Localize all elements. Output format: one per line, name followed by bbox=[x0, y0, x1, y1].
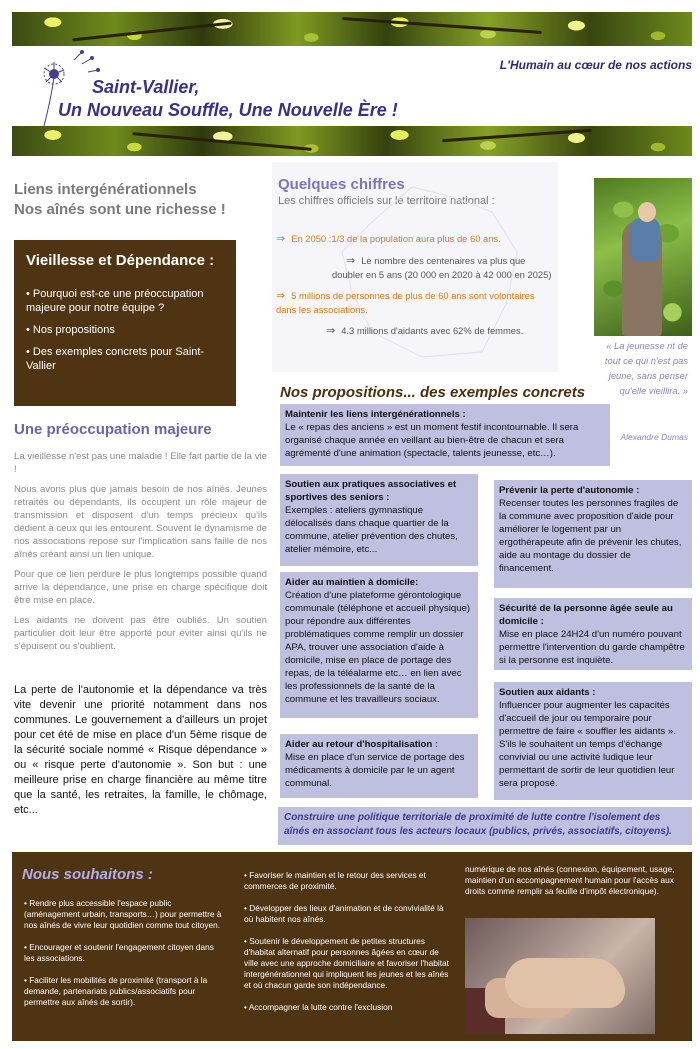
list-item: • Des exemples concrets pour Saint-Vallier bbox=[26, 346, 205, 372]
stat-item: ⇒ Le nombre des centenaires va plus que doubler en 5 ans (20 000 en 2020 à 42 000 en 2025) bbox=[332, 255, 552, 280]
propositions-title: Nos propositions... des exemples concrets bbox=[280, 384, 586, 401]
heading-line1: Liens intergénérationnels bbox=[14, 181, 197, 198]
proposal-box-sport bbox=[280, 474, 478, 566]
proposal-title: Sécurité de la personne âgée seule au domicile : bbox=[499, 603, 673, 627]
proposal-box-securite bbox=[494, 598, 692, 670]
stat-item: ⇒ 4.3 millions d'aidants avec 62% de femmes. bbox=[326, 325, 524, 337]
preoccupation-title: Une préoccupation majeure bbox=[14, 421, 212, 438]
preoccupation-text bbox=[14, 450, 267, 660]
conclusion-banner: Construire une politique territoriale de proximité de lutte contre l'isolement des aînés en associant tous les acteurs locaux (publics, privés, associatifs, citoyens). bbox=[278, 807, 692, 845]
paragraph: Les aidants ne doivent pas être oubliés. Un soutien particulier doit leur être apporté pour éviter ainsi qu'ils ne s'épuisent ou s'oublient. bbox=[14, 615, 267, 652]
quote-text: « La jeunesse rit de tout ce qui n'est pas jeune, sans penser qu'elle vieillira. » bbox=[604, 340, 688, 396]
hands-photo bbox=[465, 918, 655, 1034]
list-item: • Pourquoi est-ce une préoccupation majeure pour notre équipe ? bbox=[26, 288, 204, 314]
list-item: • Rendre plus accessible l'espace public (aménagement urbain, transports…) pour permettre à nos aînés de vivre leur quotidien comme tout citoyen. bbox=[24, 898, 222, 930]
proposal-title: Soutien aux pratiques associatives et sportives des seniors : bbox=[285, 479, 457, 503]
arrow-right-icon: ⇒ bbox=[276, 233, 286, 245]
proposal-title: Prévenir la perte d'autonomie : bbox=[499, 485, 640, 496]
proposal-box-autonomie bbox=[494, 480, 692, 588]
proposal-text: Mise en place 24H24 d'un numéro pouvant permettre l'intervention du garde champêtre si la personne est inquiète. bbox=[499, 629, 685, 666]
arrow-right-icon: ⇒ bbox=[276, 290, 286, 302]
paragraph: Pour que ce lien perdure le plus longtemps possible quand arrive la dépendance, une prise en charge spécifique doit être mise en place. bbox=[14, 569, 267, 606]
list-item: • Nos propositions bbox=[26, 324, 115, 336]
chiffres-title: Quelques chiffres bbox=[278, 176, 405, 193]
chiffres-subtitle: Les chiffres officiels sur le territoire national : bbox=[278, 195, 495, 207]
stat-item: ⇒ En 2050 :1/3 de la population aura plus de 60 ans. bbox=[276, 233, 501, 245]
proposal-box-hospitalisation bbox=[280, 734, 478, 798]
souhaitons-col1 bbox=[24, 898, 224, 1019]
arrow-right-icon: ⇒ bbox=[326, 325, 336, 337]
site-title-line2: Un Nouveau Souffle, Une Nouvelle Ère ! bbox=[58, 100, 398, 120]
paragraph: Nous avons plus que jamais besoin de nos aînés. Jeunes retraités ou dépendants, ils occupent un rôle majeur de transmission et disposent d'un temps précieux qu'ils dédient à ceux qui les entourent. Souvent le dynamisme de nos associations repose sur l'implication sans faille de nos aînés créant ainsi un lien unique. bbox=[14, 484, 267, 560]
souhaitons-col3 bbox=[465, 864, 683, 908]
site-title-line1: Saint-Vallier, bbox=[92, 77, 200, 97]
dependance-box bbox=[14, 240, 236, 406]
proposal-title: Aider au retour d'hospitalisation : bbox=[285, 739, 439, 750]
proposal-title: Soutien aux aidants : bbox=[499, 687, 596, 698]
proposal-text: Recenser toutes les personnes fragiles de la commune avec proposition d'aide pour améliorer le logement par un ergothérapeute afin de prévenir les chutes, aide au montage du dossier de financement. bbox=[499, 498, 682, 574]
proposal-text: Le « repas des anciens » est un moment festif incontournable. Il sera organisé chaque année en veillant au bien-être de chacun et sera agrémenté d'une animation (spectacle, talents jeunesse, etc…). bbox=[285, 422, 579, 459]
souhaitons-title: Nous souhaitons : bbox=[22, 866, 153, 883]
heading-line2: Nos aînés sont une richesse ! bbox=[14, 201, 226, 218]
proposal-text: Création d'une plateforme gérontologique communale (téléphone et accueil physique) pour répondre aux différentes problématiques comme remplir un dossier APA, trouver une association d'aide à domicile, mise en place de portage des repas, de la téléalarme etc… en lien avec les professionnels de la santé de la commune et les travailleurs sociaux. bbox=[285, 590, 471, 705]
paragraph: La vieillesse n'est pas une maladie ! Elle fait partie de la vie ! bbox=[14, 451, 267, 475]
proposal-box-domicile bbox=[280, 572, 478, 718]
list-item: • Soutenir le développement de petites structures d'habitat alternatif pour personnes âgées en cœur de ville avec une approche domiciliaire et favoriser l'habitat intergénérationnel qui impliquent les jeunes et les aînés et où chacun garde son indépendance. bbox=[244, 936, 449, 990]
dependance-paragraph-wrap bbox=[14, 683, 267, 818]
proposal-text: Influencer pour augmenter les capacités d'accueil de jour ou temporaire pour permettre de faire « souffler les aidants ». S'ils le souhaitent un temps d'échange convivial ou une activité ludique leur permettant de sortir de leur quotidien leur sera proposé. bbox=[499, 700, 676, 789]
section-heading bbox=[14, 180, 264, 220]
site-title bbox=[58, 76, 478, 122]
list-item: • Faciliter les mobilités de proximité (transport à la demande, partenariats publics/associatifs pour permettre aux aînés de sortir). bbox=[24, 975, 208, 1007]
list-item: • Favoriser le maintien et le retour des services et commerces de proximité. bbox=[244, 870, 426, 891]
dependance-list bbox=[26, 287, 224, 373]
dependance-box-title: Vieillesse et Dépendance : bbox=[26, 252, 215, 269]
proposal-title: Aider au maintien à domicile: bbox=[285, 577, 419, 588]
proposal-text: Exemples : ateliers gymnastique délocalisés dans chaque quartier de la commune, atelier prévention des chutes, atelier mémoire, etc... bbox=[285, 505, 458, 555]
header-foliage-band-top bbox=[12, 12, 692, 46]
list-item: numérique de nos aînés (connexion, équipement, usage, maintien d'un accompagnement humain pour l'accès aux droits comme remplir sa feuille d'impôt électronique). bbox=[465, 864, 675, 896]
quote-author: Alexandre Dumas bbox=[620, 432, 688, 442]
list-item: • Développer des lieux d'animation et de convivialité là où habitent nos aînés. bbox=[244, 903, 444, 924]
souhaitons-col2 bbox=[244, 870, 450, 1024]
tagline: L'Humain au cœur de nos actions bbox=[499, 58, 692, 72]
proposal-box-liens bbox=[280, 404, 610, 466]
souhaitons-section bbox=[12, 852, 692, 1041]
proposal-box-aidants bbox=[494, 682, 692, 800]
proposal-text: Mise en place d'un service de portage des médicaments à domicile par le un agent communal. bbox=[285, 752, 465, 789]
arrow-right-icon: ⇒ bbox=[346, 255, 356, 267]
stat-item: ⇒ 5 millions de personnes de plus de 60 ans sont volontaires dans les associations. bbox=[276, 290, 535, 315]
chiffres-box bbox=[272, 162, 558, 372]
proposal-title: Maintenir les liens intergénérationnels : bbox=[285, 409, 466, 420]
list-item: • Encourager et soutenir l'engagement citoyen dans les associations. bbox=[24, 942, 214, 963]
list-item: • Accompagner la lutte contre l'exclusion bbox=[244, 1002, 393, 1012]
header-foliage-band-bottom bbox=[12, 126, 692, 156]
dependance-paragraph: La perte de l'autonomie et la dépendance va très vite devenir une priorité notamment dans nos communes. Le gouvernement a d'ailleurs un projet pour cet été de mise en place d'un 5ème risque de la sécurité sociale nommé « Risque dépendance » ou « risque perte d'autonomie ». Son but : une meilleure prise en charge financière au même titre que la santé, les retraites, la famille, le chômage, etc... bbox=[14, 684, 267, 816]
grandparent-child-photo bbox=[594, 178, 692, 336]
